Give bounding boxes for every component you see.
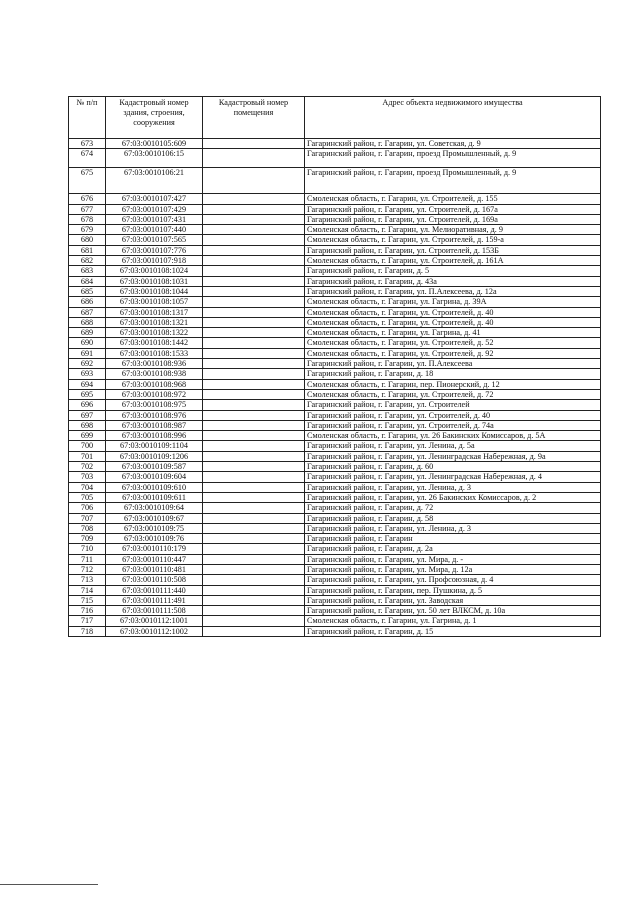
property-table [68, 96, 601, 637]
building-cadastral-number: 67:03:0010109:611 [106, 492, 203, 502]
room-cadastral-number [203, 564, 305, 574]
property-address: Смоленская область, г. Гагарин, ул. Гагрина, д. 41 [305, 328, 601, 338]
room-cadastral-number [203, 400, 305, 410]
row-number: 692 [69, 359, 106, 369]
table-row [69, 286, 601, 296]
room-cadastral-number [203, 379, 305, 389]
table-row [69, 139, 601, 149]
row-number: 715 [69, 595, 106, 605]
row-number: 691 [69, 348, 106, 358]
property-address: Гагаринский район, г. Гагарин [305, 534, 601, 544]
room-cadastral-number [203, 225, 305, 235]
row-number: 686 [69, 297, 106, 307]
room-cadastral-number [203, 410, 305, 420]
property-address: Смоленская область, г. Гагарин, ул. Строителей, д. 40 [305, 317, 601, 327]
row-number: 688 [69, 317, 106, 327]
property-address: Гагаринский район, г. Гагарин, ул. 50 лет ВЛКСМ, д. 10а [305, 606, 601, 616]
building-cadastral-number: 67:03:0010110:179 [106, 544, 203, 554]
room-cadastral-number [203, 307, 305, 317]
property-address: Гагаринский район, г. Гагарин, ул. Ленина, д. 5а [305, 441, 601, 451]
table-row [69, 626, 601, 636]
table-row [69, 585, 601, 595]
room-cadastral-number [203, 369, 305, 379]
table-row [69, 359, 601, 369]
room-cadastral-number [203, 256, 305, 266]
building-cadastral-number: 67:03:0010108:972 [106, 389, 203, 399]
table-row [69, 472, 601, 482]
table-row [69, 245, 601, 255]
room-cadastral-number [203, 168, 305, 194]
building-cadastral-number: 67:03:0010108:1322 [106, 328, 203, 338]
property-address: Гагаринский район, г. Гагарин, ул. Мира, д. 12а [305, 564, 601, 574]
header-address: Адрес объекта недвижимого имущества [305, 97, 601, 139]
room-cadastral-number [203, 595, 305, 605]
building-cadastral-number: 67:03:0010108:1031 [106, 276, 203, 286]
property-address: Гагаринский район, г. Гагарин, д. 60 [305, 462, 601, 472]
table-row [69, 276, 601, 286]
table-row [69, 451, 601, 461]
row-number: 693 [69, 369, 106, 379]
room-cadastral-number [203, 359, 305, 369]
building-cadastral-number: 67:03:0010108:1321 [106, 317, 203, 327]
property-address: Гагаринский район, г. Гагарин, ул. П.Алексеева, д. 12а [305, 286, 601, 296]
row-number: 710 [69, 544, 106, 554]
property-address: Гагаринский район, г. Гагарин, проезд Промышленный, д. 9 [305, 149, 601, 168]
table-row [69, 317, 601, 327]
building-cadastral-number: 67:03:0010108:1024 [106, 266, 203, 276]
table-row [69, 194, 601, 204]
room-cadastral-number [203, 194, 305, 204]
row-number: 711 [69, 554, 106, 564]
header-room-cadastral: Кадастровый номер помещения [203, 97, 305, 139]
building-cadastral-number: 67:03:0010108:1533 [106, 348, 203, 358]
table-row [69, 149, 601, 168]
property-address: Смоленская область, г. Гагарин, ул. Мелиоративная, д. 9 [305, 225, 601, 235]
building-cadastral-number: 67:03:0010111:440 [106, 585, 203, 595]
row-number: 682 [69, 256, 106, 266]
row-number: 709 [69, 534, 106, 544]
room-cadastral-number [203, 606, 305, 616]
property-address: Смоленская область, г. Гагарин, ул. Строителей, д. 92 [305, 348, 601, 358]
property-address: Гагаринский район, г. Гагарин, д. 15 [305, 626, 601, 636]
row-number: 690 [69, 338, 106, 348]
room-cadastral-number [203, 389, 305, 399]
building-cadastral-number: 67:03:0010110:508 [106, 575, 203, 585]
table-row [69, 307, 601, 317]
table-row [69, 431, 601, 441]
row-number: 714 [69, 585, 106, 595]
row-number: 681 [69, 245, 106, 255]
building-cadastral-number: 67:03:0010108:936 [106, 359, 203, 369]
building-cadastral-number: 67:03:0010109:64 [106, 503, 203, 513]
table-row [69, 575, 601, 585]
row-number: 675 [69, 168, 106, 194]
table-row [69, 379, 601, 389]
room-cadastral-number [203, 513, 305, 523]
table-row [69, 441, 601, 451]
property-address: Смоленская область, г. Гагарин, ул. Строителей, д. 161А [305, 256, 601, 266]
building-cadastral-number: 67:03:0010108:968 [106, 379, 203, 389]
room-cadastral-number [203, 626, 305, 636]
building-cadastral-number: 67:03:0010107:440 [106, 225, 203, 235]
table-body [69, 139, 601, 637]
building-cadastral-number: 67:03:0010109:75 [106, 523, 203, 533]
building-cadastral-number: 67:03:0010108:1317 [106, 307, 203, 317]
row-number: 687 [69, 307, 106, 317]
property-address: Гагаринский район, г. Гагарин, ул. Строителей [305, 400, 601, 410]
room-cadastral-number [203, 462, 305, 472]
property-address: Гагаринский район, г. Гагарин, ул. Советская, д. 9 [305, 139, 601, 149]
table-row [69, 225, 601, 235]
building-cadastral-number: 67:03:0010111:508 [106, 606, 203, 616]
building-cadastral-number: 67:03:0010112:1001 [106, 616, 203, 626]
room-cadastral-number [203, 544, 305, 554]
table-row [69, 462, 601, 472]
property-address: Гагаринский район, г. Гагарин, проезд Промышленный, д. 9 [305, 168, 601, 194]
room-cadastral-number [203, 554, 305, 564]
row-number: 696 [69, 400, 106, 410]
room-cadastral-number [203, 139, 305, 149]
property-address: Гагаринский район, г. Гагарин, ул. Строителей, д. 153Б [305, 245, 601, 255]
row-number: 707 [69, 513, 106, 523]
property-address: Смоленская область, г. Гагарин, ул. Гагрина, д. 1 [305, 616, 601, 626]
row-number: 684 [69, 276, 106, 286]
property-address: Гагаринский район, г. Гагарин, ул. Ленина, д. 3 [305, 482, 601, 492]
building-cadastral-number: 67:03:0010107:918 [106, 256, 203, 266]
header-building-cadastral: Кадастровый номер здания, строения, сооружения [106, 97, 203, 139]
row-number: 713 [69, 575, 106, 585]
table-row [69, 400, 601, 410]
room-cadastral-number [203, 441, 305, 451]
row-number: 694 [69, 379, 106, 389]
property-address: Гагаринский район, г. Гагарин, д. 5 [305, 266, 601, 276]
room-cadastral-number [203, 420, 305, 430]
table-row [69, 544, 601, 554]
property-address: Гагаринский район, г. Гагарин, ул. Ленина, д. 3 [305, 523, 601, 533]
room-cadastral-number [203, 204, 305, 214]
building-cadastral-number: 67:03:0010109:604 [106, 472, 203, 482]
table-row [69, 256, 601, 266]
building-cadastral-number: 67:03:0010108:987 [106, 420, 203, 430]
property-address: Гагаринский район, г. Гагарин, ул. П.Алексеева [305, 359, 601, 369]
table-row [69, 297, 601, 307]
room-cadastral-number [203, 503, 305, 513]
row-number: 698 [69, 420, 106, 430]
property-address: Гагаринский район, г. Гагарин, ул. Мира, д. - [305, 554, 601, 564]
building-cadastral-number: 67:03:0010107:431 [106, 214, 203, 224]
building-cadastral-number: 67:03:0010111:491 [106, 595, 203, 605]
row-number: 712 [69, 564, 106, 574]
room-cadastral-number [203, 534, 305, 544]
property-address: Гагаринский район, г. Гагарин, ул. Строителей, д. 74а [305, 420, 601, 430]
table-row [69, 564, 601, 574]
room-cadastral-number [203, 575, 305, 585]
room-cadastral-number [203, 286, 305, 296]
row-number: 705 [69, 492, 106, 502]
table-row [69, 513, 601, 523]
building-cadastral-number: 67:03:0010109:1206 [106, 451, 203, 461]
footnote-rule [0, 884, 98, 885]
building-cadastral-number: 67:03:0010109:610 [106, 482, 203, 492]
row-number: 674 [69, 149, 106, 168]
building-cadastral-number: 67:03:0010109:67 [106, 513, 203, 523]
property-address: Смоленская область, г. Гагарин, пер. Пионерский, д. 12 [305, 379, 601, 389]
property-address: Гагаринский район, г. Гагарин, ул. Ленинградская Набережная, д. 4 [305, 472, 601, 482]
table-row [69, 554, 601, 564]
building-cadastral-number: 67:03:0010109:587 [106, 462, 203, 472]
property-address: Гагаринский район, г. Гагарин, д. 18 [305, 369, 601, 379]
building-cadastral-number: 67:03:0010108:1442 [106, 338, 203, 348]
row-number: 700 [69, 441, 106, 451]
property-address: Смоленская область, г. Гагарин, ул. 26 Бакинских Комиссаров, д. 5А [305, 431, 601, 441]
property-address: Гагаринский район, г. Гагарин, ул. Ленинградская Набережная, д. 9а [305, 451, 601, 461]
property-address: Гагаринский район, г. Гагарин, д. 72 [305, 503, 601, 513]
property-address: Гагаринский район, г. Гагарин, ул. Заводская [305, 595, 601, 605]
table-row [69, 606, 601, 616]
building-cadastral-number: 67:03:0010107:429 [106, 204, 203, 214]
table-row [69, 328, 601, 338]
table-row [69, 204, 601, 214]
table-row [69, 503, 601, 513]
room-cadastral-number [203, 338, 305, 348]
property-address: Гагаринский район, г. Гагарин, д. 43а [305, 276, 601, 286]
property-address: Гагаринский район, г. Гагарин, ул. 26 Бакинских Комиссаров, д. 2 [305, 492, 601, 502]
building-cadastral-number: 67:03:0010106:15 [106, 149, 203, 168]
room-cadastral-number [203, 492, 305, 502]
table-row [69, 235, 601, 245]
row-number: 683 [69, 266, 106, 276]
room-cadastral-number [203, 482, 305, 492]
property-address: Смоленская область, г. Гагарин, ул. Строителей, д. 155 [305, 194, 601, 204]
property-address: Гагаринский район, г. Гагарин, ул. Профсоюзная, д. 4 [305, 575, 601, 585]
property-address: Смоленская область, г. Гагарин, ул. Строителей, д. 40 [305, 307, 601, 317]
room-cadastral-number [203, 276, 305, 286]
table-row [69, 214, 601, 224]
property-address: Гагаринский район, г. Гагарин, д. 2а [305, 544, 601, 554]
building-cadastral-number: 67:03:0010108:975 [106, 400, 203, 410]
building-cadastral-number: 67:03:0010108:938 [106, 369, 203, 379]
row-number: 704 [69, 482, 106, 492]
room-cadastral-number [203, 245, 305, 255]
building-cadastral-number: 67:03:0010106:21 [106, 168, 203, 194]
table-row [69, 369, 601, 379]
row-number: 695 [69, 389, 106, 399]
building-cadastral-number: 67:03:0010105:609 [106, 139, 203, 149]
building-cadastral-number: 67:03:0010108:996 [106, 431, 203, 441]
table-row [69, 338, 601, 348]
row-number: 717 [69, 616, 106, 626]
room-cadastral-number [203, 317, 305, 327]
row-number: 697 [69, 410, 106, 420]
property-address: Гагаринский район, г. Гагарин, д. 58 [305, 513, 601, 523]
room-cadastral-number [203, 266, 305, 276]
table-row [69, 410, 601, 420]
row-number: 680 [69, 235, 106, 245]
table-row [69, 168, 601, 194]
building-cadastral-number: 67:03:0010107:776 [106, 245, 203, 255]
table-row [69, 266, 601, 276]
building-cadastral-number: 67:03:0010109:1104 [106, 441, 203, 451]
row-number: 689 [69, 328, 106, 338]
building-cadastral-number: 67:03:0010110:447 [106, 554, 203, 564]
row-number: 685 [69, 286, 106, 296]
room-cadastral-number [203, 523, 305, 533]
row-number: 703 [69, 472, 106, 482]
table-row [69, 523, 601, 533]
table-row [69, 420, 601, 430]
property-address: Гагаринский район, г. Гагарин, пер. Пушкина, д. 5 [305, 585, 601, 595]
room-cadastral-number [203, 214, 305, 224]
table-header-row [69, 97, 601, 139]
room-cadastral-number [203, 451, 305, 461]
room-cadastral-number [203, 297, 305, 307]
row-number: 676 [69, 194, 106, 204]
building-cadastral-number: 67:03:0010107:427 [106, 194, 203, 204]
building-cadastral-number: 67:03:0010112:1002 [106, 626, 203, 636]
property-address: Гагаринский район, г. Гагарин, ул. Строителей, д. 167а [305, 204, 601, 214]
row-number: 716 [69, 606, 106, 616]
row-number: 708 [69, 523, 106, 533]
building-cadastral-number: 67:03:0010109:76 [106, 534, 203, 544]
room-cadastral-number [203, 328, 305, 338]
row-number: 702 [69, 462, 106, 472]
property-address: Гагаринский район, г. Гагарин, ул. Строителей, д. 40 [305, 410, 601, 420]
row-number: 679 [69, 225, 106, 235]
property-address: Смоленская область, г. Гагарин, ул. Строителей, д. 159-а [305, 235, 601, 245]
property-address: Смоленская область, г. Гагарин, ул. Гагрина, д. 39А [305, 297, 601, 307]
row-number: 701 [69, 451, 106, 461]
room-cadastral-number [203, 585, 305, 595]
building-cadastral-number: 67:03:0010108:976 [106, 410, 203, 420]
table-row [69, 492, 601, 502]
building-cadastral-number: 67:03:0010107:565 [106, 235, 203, 245]
row-number: 673 [69, 139, 106, 149]
table-row [69, 348, 601, 358]
row-number: 678 [69, 214, 106, 224]
table-row [69, 534, 601, 544]
room-cadastral-number [203, 616, 305, 626]
building-cadastral-number: 67:03:0010110:481 [106, 564, 203, 574]
property-address: Смоленская область, г. Гагарин, ул. Строителей, д. 72 [305, 389, 601, 399]
table-row [69, 595, 601, 605]
building-cadastral-number: 67:03:0010108:1057 [106, 297, 203, 307]
table-row [69, 616, 601, 626]
room-cadastral-number [203, 348, 305, 358]
room-cadastral-number [203, 431, 305, 441]
building-cadastral-number: 67:03:0010108:1044 [106, 286, 203, 296]
row-number: 718 [69, 626, 106, 636]
row-number: 677 [69, 204, 106, 214]
header-number: № п/п [69, 97, 106, 139]
room-cadastral-number [203, 472, 305, 482]
table-row [69, 482, 601, 492]
row-number: 706 [69, 503, 106, 513]
property-address: Гагаринский район, г. Гагарин, ул. Строителей, д. 169а [305, 214, 601, 224]
property-address: Смоленская область, г. Гагарин, ул. Строителей, д. 52 [305, 338, 601, 348]
row-number: 699 [69, 431, 106, 441]
table-row [69, 389, 601, 399]
room-cadastral-number [203, 235, 305, 245]
room-cadastral-number [203, 149, 305, 168]
